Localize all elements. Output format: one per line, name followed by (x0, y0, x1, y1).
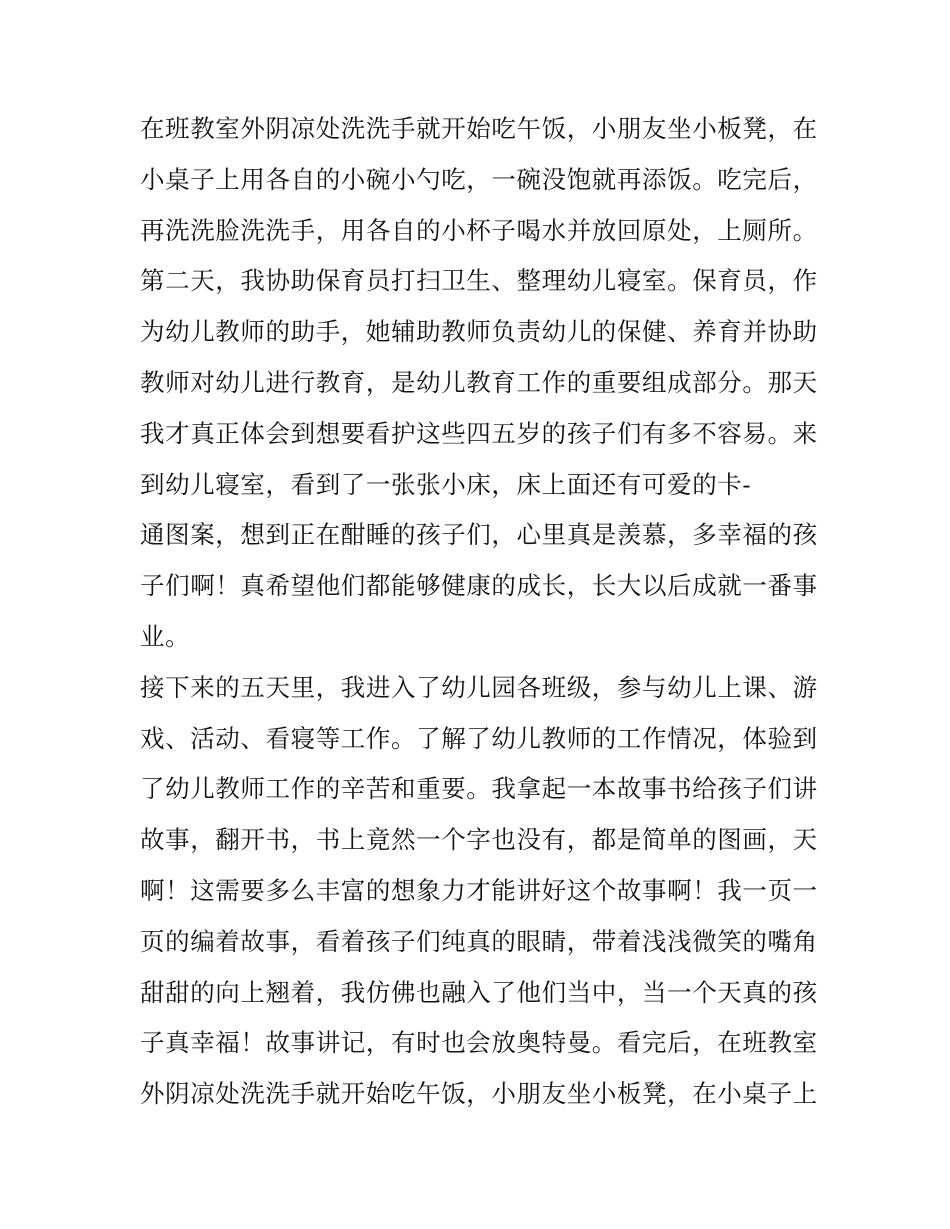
text-line: 接下来的五天里，我进入了幼儿园各班级，参与幼儿上课、游 (140, 672, 818, 702)
text-line: 子真幸福！故事讲记，有时也会放奥特曼。看完后，在班教室 (140, 1028, 818, 1058)
text-line: 通图案，想到正在酣睡的孩子们，心里真是羡慕，多幸福的孩 (140, 520, 818, 550)
text-line: 我才真正体会到想要看护这些四五岁的孩子们有多不容易。来 (140, 418, 818, 448)
text-line: 教师对幼儿进行教育，是幼儿教育工作的重要组成部分。那天 (140, 367, 818, 397)
text-line: 故事，翻开书，书上竟然一个字也没有，都是简单的图画，天 (140, 825, 818, 855)
text-line: 子们啊！真希望他们都能够健康的成长，长大以后成就一番事 (140, 571, 818, 601)
text-line: 业。 (140, 621, 191, 651)
body-text (140, 104, 820, 1120)
text-line: 外阴凉处洗洗手就开始吃午饭，小朋友坐小板凳，在小桌子上 (140, 1079, 818, 1109)
text-line: 戏、活动、看寝等工作。了解了幼儿教师的工作情况，体验到 (140, 723, 818, 753)
text-line: 了幼儿教师工作的辛苦和重要。我拿起一本故事书给孩子们讲 (140, 774, 818, 804)
text-line: 第二天，我协助保育员打扫卫生、整理幼儿寝室。保育员，作 (140, 266, 818, 296)
text-line: 到幼儿寝室，看到了一张张小床，床上面还有可爱的卡- (140, 469, 752, 499)
text-line: 小桌子上用各自的小碗小勺吃，一碗没饱就再添饭。吃完后， (140, 164, 818, 194)
text-line: 页的编着故事，看着孩子们纯真的眼睛，带着浅浅微笑的嘴角 (140, 926, 818, 956)
text-line: 为幼儿教师的助手，她辅助教师负责幼儿的保健、养育并协助 (140, 317, 818, 347)
text-line: 在班教室外阴凉处洗洗手就开始吃午饭，小朋友坐小板凳，在 (140, 114, 818, 143)
text-line: 啊！这需要多么丰富的想象力才能讲好这个故事啊！我一页一 (140, 875, 818, 905)
text-line: 再洗洗脸洗洗手，用各自的小杯子喝水并放回原处，上厕所。 (140, 215, 818, 245)
text-line: 甜甜的向上翘着，我仿佛也融入了他们当中，当一个天真的孩 (140, 977, 818, 1007)
